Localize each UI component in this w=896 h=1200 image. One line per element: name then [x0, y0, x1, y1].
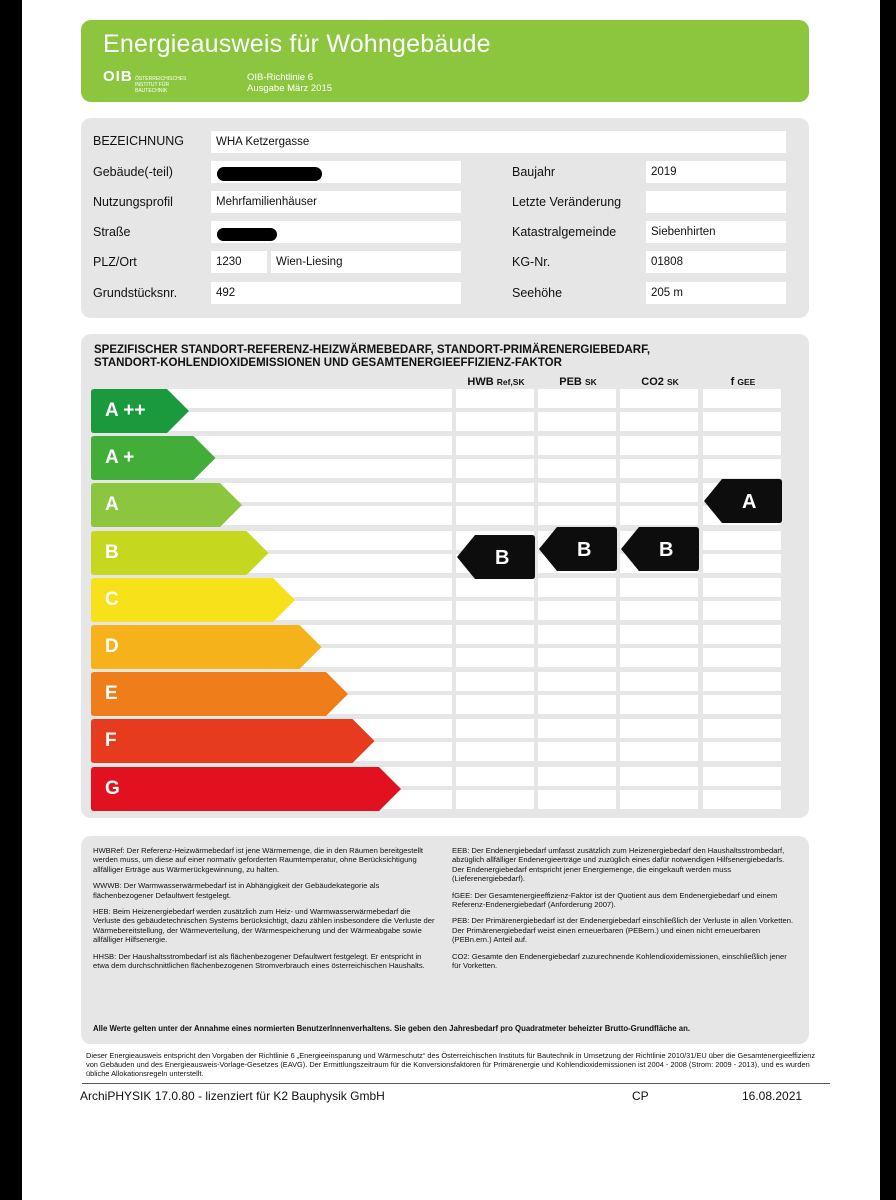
definition-peb: PEB: Der Primärenergiebedarf ist der Endenergiebedarf einschließlich der Verluste in allen Vorketten. Der Primärenergiebedarf weist einen erneuerbaren (PEBern.) und einen nicht erneuerbaren (PEBn.ern.) Anteil auf.	[452, 916, 794, 945]
gebaeude-label: Gebäude(-teil)	[93, 165, 173, 179]
rating-cell	[620, 506, 698, 525]
rating-marker-co2	[621, 527, 699, 571]
column-header-f	[703, 376, 783, 388]
energy-class-g	[91, 767, 401, 811]
rating-cell	[538, 648, 616, 667]
guideline-edition: Ausgabe März 2015	[247, 83, 333, 94]
rating-cell	[620, 790, 698, 809]
rating-cell	[456, 506, 534, 525]
rating-cell	[703, 719, 781, 738]
definition-hwb: HWBRef: Der Referenz-Heizwärmebedarf ist jene Wärmemenge, die in den Räumen bereitgestellt werden muss, um diese auf einer normativ geforderten Raumtemperatur, ohne Berücksichtigung allfälliger Erträge aus Wärmerückgewinnung, zu halten.	[93, 846, 424, 874]
rating-section-title	[94, 344, 754, 370]
rating-cell	[538, 767, 616, 786]
rating-cell	[538, 459, 616, 478]
energy-class-label: A ++	[105, 400, 146, 421]
rating-cell	[620, 389, 698, 408]
rating-cell	[456, 459, 534, 478]
grundstueck-label: Grundstücksnr.	[93, 286, 178, 300]
column-header-sub: Ref,SK	[496, 377, 525, 387]
definition-hhsb: HHSB: Der Haushaltsstrombedarf ist als flächenbezogener Defaultwert festgelegt. Er entspricht in etwa dem durchschnittlichen flächenbezogenen Stromverbrauch eines österreichischen Haushalts.	[93, 951, 425, 971]
rating-cell	[456, 648, 534, 667]
column-header-peb	[538, 376, 618, 388]
rating-cell	[538, 695, 616, 714]
rating-marker-value: B	[659, 538, 674, 561]
rating-cell	[538, 672, 616, 691]
energy-class-e	[91, 672, 348, 716]
ort-field: Wien-Liesing	[271, 251, 461, 273]
rating-cell	[456, 389, 534, 408]
rating-cell	[620, 459, 698, 478]
guideline-name: OIB-Richtlinie 6	[247, 72, 313, 83]
rating-cell	[456, 483, 534, 502]
building-info-panel	[81, 118, 809, 318]
rating-cell	[620, 648, 698, 667]
oib-logo: OIB	[103, 68, 133, 85]
energy-class-label: F	[105, 730, 117, 752]
rating-cell	[456, 436, 534, 455]
rating-cell	[620, 578, 698, 597]
energy-class-f	[91, 719, 375, 763]
certificate-header	[81, 20, 809, 102]
rating-cell	[538, 412, 616, 431]
energy-class-c	[91, 578, 295, 622]
rating-cell	[703, 672, 781, 691]
rating-cell	[703, 389, 781, 408]
energy-class-d	[91, 625, 322, 669]
definition-fgee: fGEE: Der Gesamtenergieeffizienz-Faktor ist der Quotient aus dem Endenergiebedarf und einem Referenz-Endenergiebedarf (Anforderung 2007).	[452, 890, 778, 910]
plz-label: PLZ/Ort	[93, 255, 137, 269]
energy-class-label: G	[105, 777, 120, 799]
kataster-field: Siebenhirten	[646, 221, 786, 243]
rating-cell	[703, 767, 781, 786]
energy-class-arrow-shape	[91, 578, 295, 622]
kg-label: KG-Nr.	[512, 255, 551, 269]
grundstueck-field: 492	[211, 282, 461, 304]
energy-class-aplusplus	[91, 389, 189, 433]
definition-wwwb: WWWB: Der Warmwasserwärmebedarf ist in Abhängigkeit der Gebäudekategorie als flächenbezogener Defaultwert festgelegt.	[93, 881, 380, 900]
rating-cell	[456, 790, 534, 809]
column-header-main: CO2	[641, 376, 667, 388]
seehoehe-label: Seehöhe	[512, 286, 563, 300]
energy-class-label: B	[105, 541, 119, 563]
legal-footer-text: Dieser Energieausweis entspricht den Vorgaben der Richtlinie 6 „Energieeinsparung und Wärmeschutz“ des Österreichischen Instituts für Bautechnik in Umsetzung der Richtlinie 2010/31/EU über die Gesamtenergieeffizienz von Gebäuden und des Energieausweis-Vorlage-Gesetzes (EAVG). Der Ermittlungszeitraum für die Konversionsfaktoren für Primärenergie und Kohlendioxidemissionen ist 2004 - 2008 (Strom: 2009 - 2013), und es wurden übliche Allokationsregeln unterstellt.	[86, 1051, 816, 1078]
rating-cell	[538, 436, 616, 455]
rating-marker-hwb	[457, 535, 535, 579]
rating-cell	[456, 412, 534, 431]
rating-cell	[620, 767, 698, 786]
energy-certificate-page	[22, 0, 880, 1200]
energy-class-label: A	[105, 494, 119, 516]
certificate-title: Energieausweis für Wohngebäude	[103, 30, 491, 58]
rating-cell	[456, 695, 534, 714]
rating-cell	[703, 648, 781, 667]
energy-class-label: E	[105, 683, 118, 705]
rating-cell	[703, 436, 781, 455]
column-header-sub: SK	[666, 377, 679, 387]
rating-cell	[456, 601, 534, 620]
rating-cell	[703, 578, 781, 597]
author-initials: CP	[632, 1089, 649, 1103]
rating-title-line1: SPEZIFISCHER STANDORT-REFERENZ-HEIZWÄRMEBEDARF, STANDORT-PRIMÄRENERGIEBEDARF,	[94, 344, 651, 356]
rating-cell	[538, 625, 616, 644]
rating-cell	[703, 531, 781, 550]
definition-heb: HEB: Beim Heizenergiebedarf werden zusätzlich zum Heiz- und Warmwasserwärmebedarf die Verluste des gebäudetechnischen Systems berücksichtigt, dazu zählen insbesondere die Verluste der Wärmebereitstellung, der Wärmeverteilung, der Wärmespeicherung und der Wärmeabgabe sowie allfälliger Hilfsenergie.	[93, 907, 435, 945]
rating-cell	[620, 601, 698, 620]
rating-cell	[620, 742, 698, 761]
rating-marker-f	[704, 479, 782, 523]
rating-cell	[620, 625, 698, 644]
bezeichnung-label: BEZEICHNUNG	[93, 134, 184, 148]
energy-class-arrow-shape	[91, 672, 348, 716]
redaction-mark	[217, 228, 277, 241]
rating-cell	[703, 695, 781, 714]
energy-class-label: D	[105, 636, 119, 657]
rating-cell	[538, 506, 616, 525]
rating-cell	[620, 436, 698, 455]
veraenderung-label: Letzte Veränderung	[512, 195, 622, 209]
definitions-left	[93, 846, 438, 977]
column-header-co2	[620, 376, 700, 388]
column-header-sub: GEE	[737, 377, 756, 387]
rating-cell	[538, 719, 616, 738]
rating-cell	[703, 790, 781, 809]
energy-class-b	[91, 531, 269, 575]
energy-class-arrow-shape	[91, 625, 322, 669]
rating-marker-value: B	[495, 546, 510, 569]
strasse-label: Straße	[93, 225, 131, 239]
rating-marker-value: B	[577, 538, 592, 561]
column-header-hwb	[456, 376, 536, 388]
rating-cell	[456, 742, 534, 761]
kataster-label: Katastralgemeinde	[512, 225, 617, 239]
kg-field: 01808	[646, 251, 786, 273]
rating-cell	[538, 790, 616, 809]
rating-cell	[456, 719, 534, 738]
baujahr-label: Baujahr	[512, 165, 556, 179]
rating-cell	[703, 601, 781, 620]
seehoehe-field: 205 m	[646, 282, 786, 304]
rating-cell	[620, 412, 698, 431]
column-header-main: PEB	[559, 376, 585, 388]
oib-logo-subtitle: ÖSTERREICHISCHES INSTITUT FÜR BAUTECHNIK	[135, 76, 187, 94]
definitions-right	[452, 846, 797, 977]
rating-cell	[620, 672, 698, 691]
footer-divider	[82, 1083, 830, 1084]
rating-cell	[538, 742, 616, 761]
baujahr-field: 2019	[646, 161, 786, 183]
rating-cell	[620, 695, 698, 714]
issue-date: 16.08.2021	[742, 1089, 803, 1103]
nutzung-label: Nutzungsprofil	[93, 195, 173, 209]
rating-cell	[703, 742, 781, 761]
assumption-note: Alle Werte gelten unter der Annahme eines normierten BenutzerInnenverhaltens. Sie geben den Jahresbedarf pro Quadratmeter beheizter Brutto-Grundfläche an.	[93, 1024, 691, 1033]
nutzung-field: Mehrfamilienhäuser	[211, 191, 461, 213]
rating-cell	[703, 625, 781, 644]
plz-field: 1230	[211, 251, 267, 273]
rating-cell	[703, 554, 781, 573]
energy-class-arrow-shape	[91, 719, 375, 763]
rating-cell	[538, 483, 616, 502]
bezeichnung-field: WHA Ketzergasse	[211, 131, 786, 153]
energy-class-arrow-shape	[91, 767, 401, 811]
energy-class-aplus	[91, 436, 216, 480]
rating-cell	[456, 578, 534, 597]
rating-cell	[456, 625, 534, 644]
software-license: ArchiPHYSIK 17.0.80 - lizenziert für K2 Bauphysik GmbH	[80, 1089, 385, 1103]
column-header-main: HWB	[467, 376, 497, 388]
rating-cell	[538, 389, 616, 408]
rating-title-line2: STANDORT-KOHLENDIOXIDEMISSIONEN UND GESAMTENERGIEEFFIZIENZ-FAKTOR	[94, 357, 562, 369]
rating-cell	[456, 767, 534, 786]
column-header-sub: SK	[584, 377, 597, 387]
energy-class-a	[91, 483, 242, 527]
rating-cell	[703, 412, 781, 431]
rating-marker-value: A	[742, 491, 757, 514]
rating-cell	[620, 483, 698, 502]
rating-cell	[456, 672, 534, 691]
definition-co2: CO2: Gesamte den Endenergiebedarf zuzurechnende Kohlendioxidemissionen, einschließlich jener für Vorketten.	[452, 951, 787, 971]
energy-class-label: C	[105, 588, 119, 610]
rating-cell	[538, 601, 616, 620]
rating-cell	[620, 719, 698, 738]
definition-eeb: EEB: Der Endenergiebedarf umfasst zusätzlich zum Heizenergiebedarf den Haushaltsstrombedarf, abzüglich allfälliger Endenergieerträge und zuzüglich eines dafür notwendigen Hilfsenergiebedarfs. Der Endenergiebedarf entspricht jener Energiemenge, die eingekauft werden muss (Lieferenergiebedarf).	[452, 846, 785, 884]
rating-cell	[538, 578, 616, 597]
redaction-mark	[217, 167, 322, 181]
guideline-info	[247, 72, 332, 94]
column-header-main: f	[730, 376, 738, 388]
veraenderung-field	[646, 191, 786, 213]
rating-marker-peb	[539, 527, 617, 571]
energy-class-label: A +	[105, 447, 135, 469]
rating-cell	[703, 459, 781, 478]
